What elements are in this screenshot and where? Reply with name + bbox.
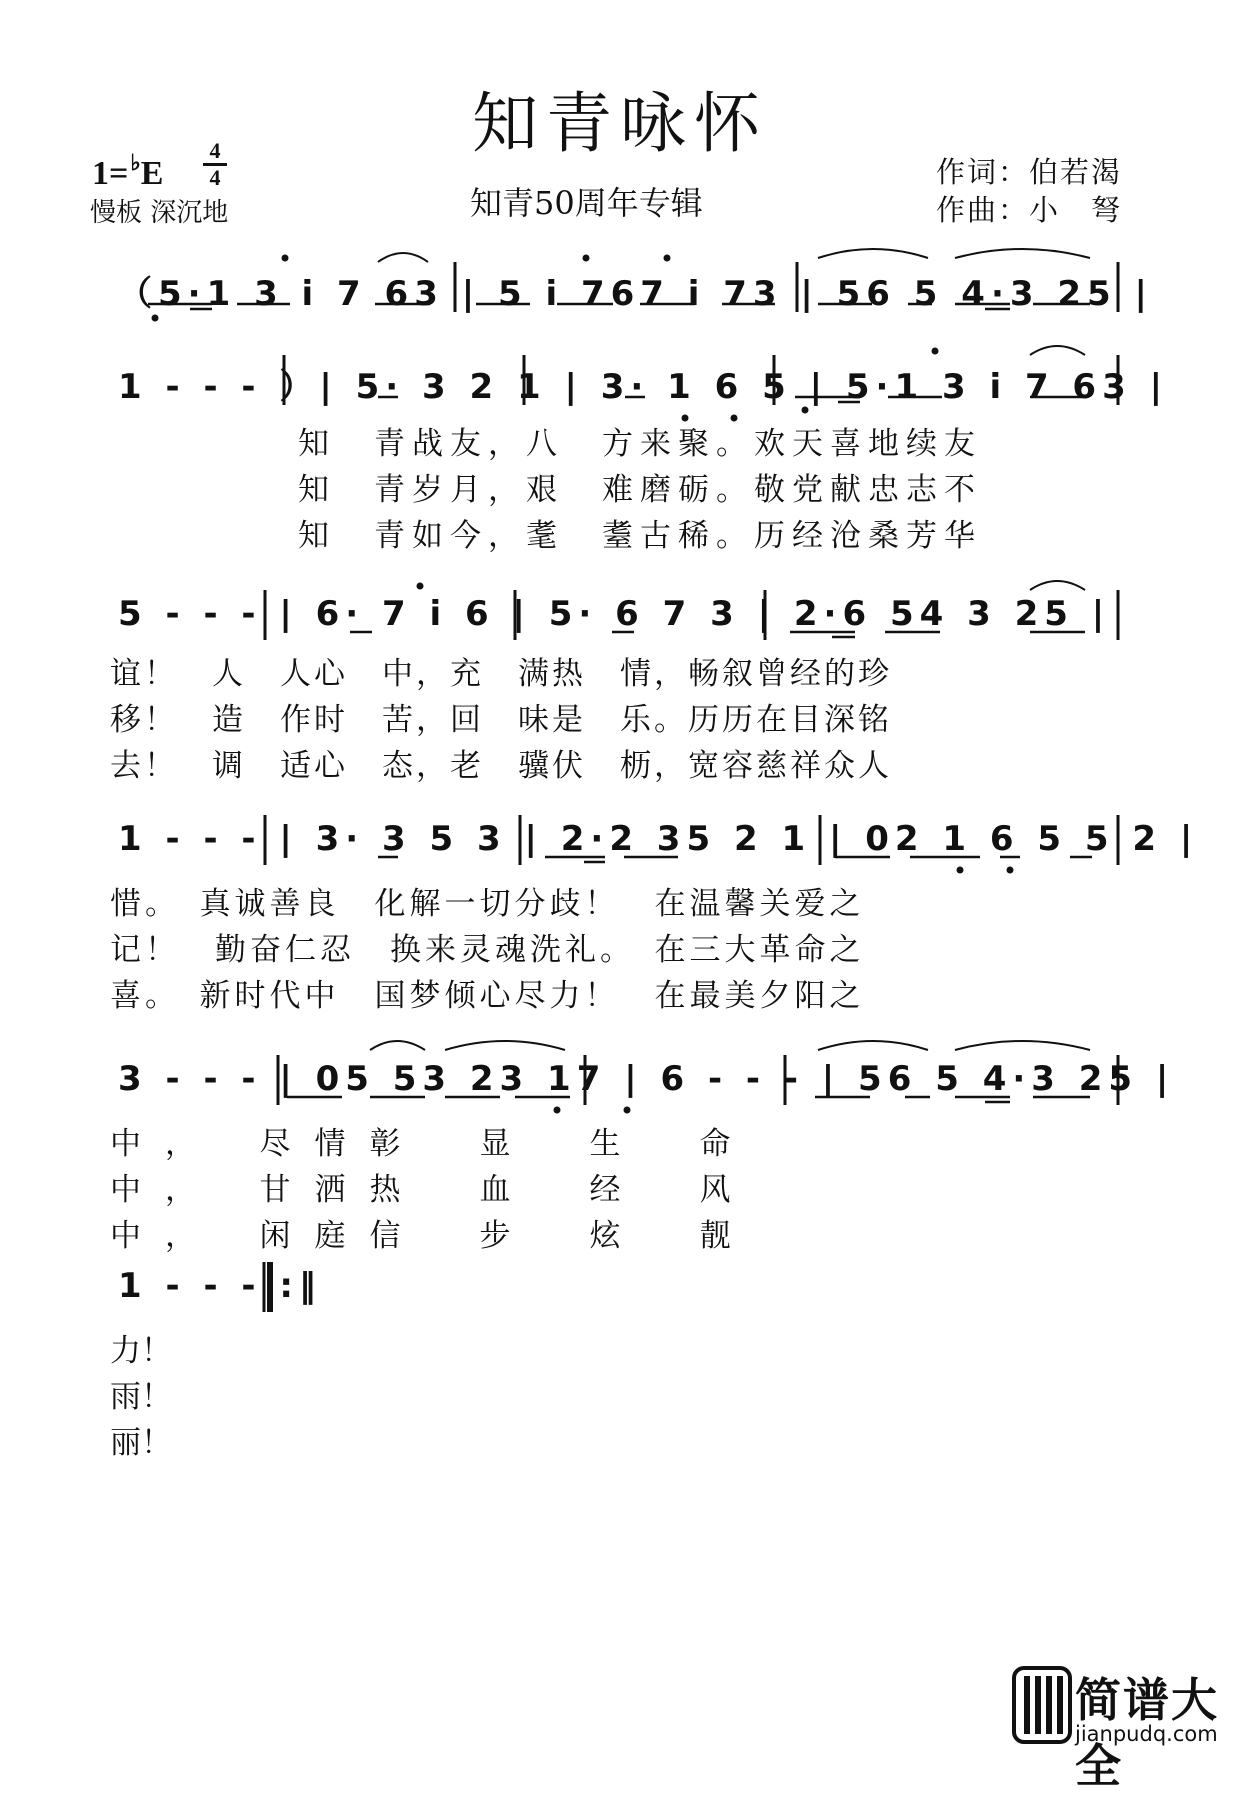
lyric-verse-1: 谊！ 人 人心 中，充 满热 情，畅叙曾经的珍 [110, 656, 892, 692]
lyric-verse-3: 去！ 调 适心 态，老 骥伏 枥，宽容慈祥众人 [110, 748, 892, 784]
composer-credit: 作曲：小 弩 [936, 193, 1123, 227]
lyric-verse-1: 惜。 真诚善良 化解一切分歧！ 在温馨关爱之 [110, 886, 865, 922]
lyric-verse-2: 雨！ [110, 1379, 172, 1415]
lyric-verse-2: 中， 甘洒热 血 经 风 [110, 1172, 755, 1208]
lyric-verse-1: 力！ [110, 1333, 172, 1369]
lyric-verse-3: 知 青如今，耄 耋古稀。历经沧桑芳华 [298, 518, 982, 554]
lyric-verse-2: 知 青岁月，艰 难磨砺。敬党献忠志不 [298, 472, 982, 508]
lyric-verse-2: 移！ 造 作时 苦，回 味是 乐。历历在目深铭 [110, 702, 892, 738]
logo-url[interactable]: jianpudq.com [1075, 1722, 1218, 1746]
notation-row-2: 1 - - - ）| 5· 3 2 1 | 3· 1 6 5 | 5·1 3 i 7 63 | [118, 367, 1169, 407]
time-signature-bottom: 4 [209, 165, 221, 190]
lyric-verse-1: 中， 尽情彰 显 生 命 [110, 1126, 755, 1162]
lyric-verse-3: 中， 闲庭信 步 炫 靓 [110, 1218, 755, 1254]
logo-text: 简谱大全 [1075, 1673, 1219, 1793]
lyric-verse-3: 丽！ [110, 1425, 172, 1461]
notation-row-4: 1 - - - | 3· 3 5 3 | 2·2 35 2 1 | 02 1 6 5 5 2 | [118, 819, 1199, 859]
flat-sign: ♭ [130, 150, 141, 175]
notation-row-5: 3 - - - | 05 53 23 17 | 6 - - - | 56 5 4·3 25 | [118, 1059, 1175, 1099]
lyricist-credit: 作词：伯若渴 [936, 155, 1123, 189]
song-title: 知青咏怀 [472, 85, 768, 162]
tempo-marking: 慢板 深沉地 [90, 198, 229, 228]
notation-row-3: 5 - - - | 6· 7 i 6 | 5· 6 7 3 | 2·6 54 3 25 | [118, 594, 1111, 634]
notation-row-1: （5·1 3 i 7 63 | 5 i 767 i 73 | 56 5 4·3 25 | [118, 274, 1153, 314]
time-signature-top: 4 [209, 138, 221, 163]
notation-row-6: 1 - - - :‖ [118, 1266, 322, 1306]
subtitle: 知青50周年专辑 [470, 184, 703, 222]
lyric-verse-2: 记！ 勤奋仁忍 换来灵魂洗礼。 在三大革命之 [110, 932, 865, 968]
lyric-verse-3: 喜。 新时代中 国梦倾心尽力！ 在最美夕阳之 [110, 978, 865, 1014]
key-note: E [140, 155, 164, 192]
lyric-verse-1: 知 青战友，八 方来聚。欢天喜地续友 [298, 426, 982, 462]
key-prefix: 1= [92, 155, 129, 192]
